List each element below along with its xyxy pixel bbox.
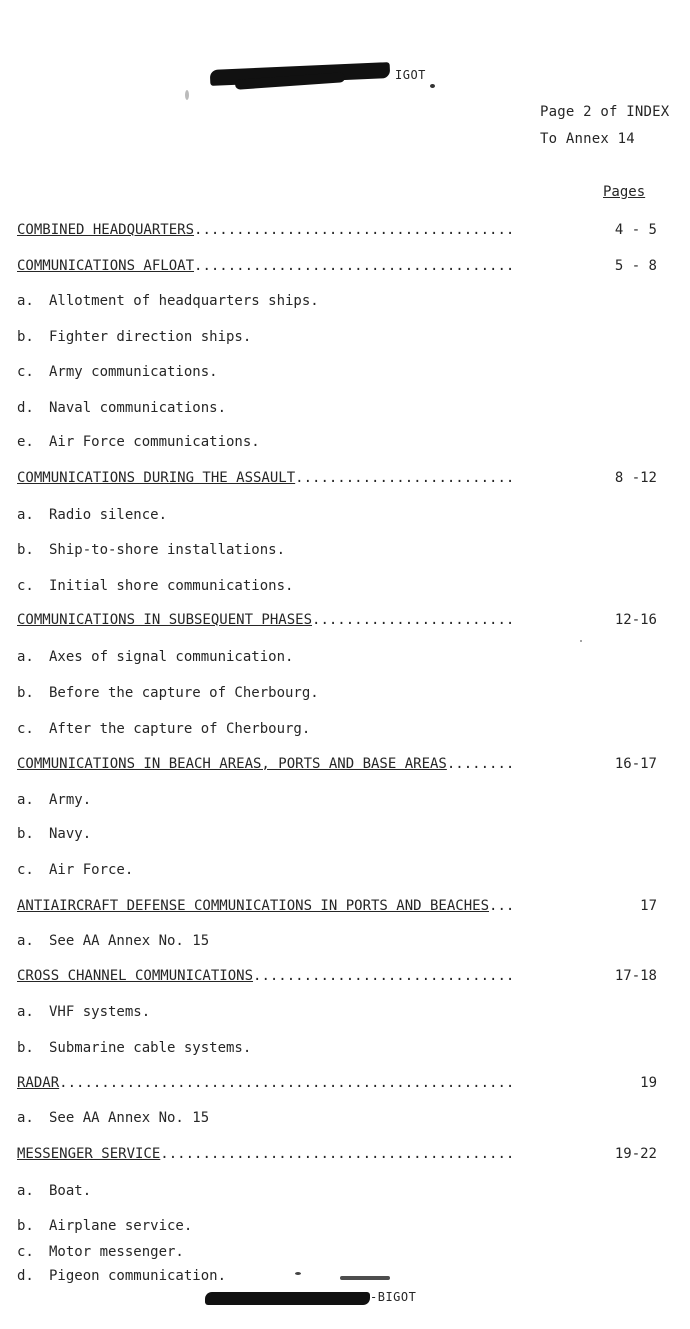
toc-subitem-letter: c. — [17, 721, 34, 737]
scan-speck — [580, 640, 582, 642]
toc-subitem-text: Motor messenger. — [49, 1244, 184, 1260]
toc-entry-title: ANTIAIRCRAFT DEFENSE COMMUNICATIONS IN PORTS AND BEACHES — [17, 898, 490, 914]
toc-subitem-letter: b. — [17, 542, 34, 558]
toc-subitem — [17, 721, 310, 737]
scan-speck — [295, 1272, 301, 1275]
toc-subitem-letter: a. — [17, 293, 34, 309]
toc-subitem — [17, 578, 293, 594]
toc-subitem-text: Pigeon communication. — [49, 1268, 227, 1284]
toc-subitem-text: Radio silence. — [49, 507, 168, 523]
toc-subitem-letter: a. — [17, 507, 34, 523]
toc-subitem-text: Axes of signal communication. — [49, 649, 294, 665]
toc-subitem-letter: a. — [17, 1110, 34, 1126]
toc-subitem-text: Army communications. — [49, 364, 218, 380]
pages-column-heading: Pages — [603, 184, 646, 200]
toc-subitem — [17, 933, 209, 949]
toc-subitem — [17, 1004, 150, 1020]
toc-entry-title: COMMUNICATIONS IN BEACH AREAS, PORTS AND BASE AREAS — [17, 756, 447, 772]
toc-subitem — [17, 826, 91, 842]
toc-leader-dots: ............................... — [253, 968, 515, 984]
toc-subitem-text: See AA Annex No. 15 — [49, 1110, 210, 1126]
scan-speck — [430, 84, 435, 88]
toc-entry-pages: 19 — [640, 1075, 657, 1091]
toc-subitem-text: Naval communications. — [49, 400, 227, 416]
toc-subitem-letter: d. — [17, 400, 34, 416]
toc-subitem — [17, 1218, 192, 1234]
toc-subitem — [17, 1040, 251, 1056]
toc-entry-pages: 17-18 — [614, 968, 657, 984]
toc-subitem — [17, 507, 167, 523]
toc-subitem-text: Initial shore communications. — [49, 578, 294, 594]
toc-subitem-letter: a. — [17, 649, 34, 665]
toc-subitem-text: Air Force. — [49, 862, 134, 878]
toc-leader-dots: .......................................... — [160, 1146, 515, 1162]
toc-entry — [17, 968, 657, 988]
page-number-line: Page 2 of INDEX — [540, 104, 670, 120]
toc-entry — [17, 756, 657, 776]
toc-subitem-text: Airplane service. — [49, 1218, 193, 1234]
toc-entry-pages: 17 — [640, 898, 657, 914]
toc-subitem-text: Before the capture of Cherbourg. — [49, 685, 319, 701]
toc-subitem — [17, 364, 218, 380]
toc-subitem — [17, 862, 133, 878]
toc-subitem-text: Navy. — [49, 826, 92, 842]
toc-subitem-letter: a. — [17, 933, 34, 949]
toc-subitem — [17, 792, 91, 808]
toc-leader-dots: ........................ — [312, 612, 515, 628]
toc-subitem — [17, 1183, 91, 1199]
toc-subitem-letter: b. — [17, 1040, 34, 1056]
toc-entry-title: COMBINED HEADQUARTERS — [17, 222, 195, 238]
toc-subitem-letter: c. — [17, 578, 34, 594]
toc-subitem-text: Allotment of headquarters ships. — [49, 293, 319, 309]
toc-subitem-text: Army. — [49, 792, 92, 808]
toc-subitem-letter: b. — [17, 1218, 34, 1234]
toc-subitem — [17, 542, 285, 558]
toc-entry — [17, 1075, 657, 1095]
toc-subitem-text: After the capture of Cherbourg. — [49, 721, 311, 737]
classification-stamp-top: IGOT — [395, 68, 426, 82]
toc-entry-title: MESSENGER SERVICE — [17, 1146, 161, 1162]
toc-entry — [17, 258, 657, 278]
toc-entry — [17, 612, 657, 632]
classification-stamp-bottom: -BIGOT — [370, 1290, 417, 1304]
toc-subitem — [17, 1110, 209, 1126]
toc-entry-title: COMMUNICATIONS DURING THE ASSAULT — [17, 470, 296, 486]
toc-entry-title: RADAR — [17, 1075, 60, 1091]
toc-leader-dots: .......................... — [295, 470, 515, 486]
toc-subitem-letter: b. — [17, 685, 34, 701]
toc-leader-dots: ...................................................... — [59, 1075, 515, 1091]
toc-entry-title: COMMUNICATIONS AFLOAT — [17, 258, 195, 274]
toc-leader-dots: ... — [489, 898, 515, 914]
toc-subitem-letter: a. — [17, 792, 34, 808]
toc-entry — [17, 898, 657, 918]
toc-entry — [17, 1146, 657, 1166]
toc-subitem-text: Fighter direction ships. — [49, 329, 252, 345]
toc-subitem-letter: e. — [17, 434, 34, 450]
toc-subitem-text: Submarine cable systems. — [49, 1040, 252, 1056]
scan-speck — [185, 90, 189, 100]
annex-reference-line: To Annex 14 — [540, 131, 635, 147]
toc-subitem — [17, 293, 319, 309]
toc-subitem-text: Ship-to-shore installations. — [49, 542, 286, 558]
toc-leader-dots: ...................................... — [194, 222, 515, 238]
toc-subitem-letter: a. — [17, 1004, 34, 1020]
toc-subitem — [17, 400, 226, 416]
toc-subitem-letter: a. — [17, 1183, 34, 1199]
toc-entry-pages: 8 -12 — [614, 470, 657, 486]
toc-subitem-letter: c. — [17, 364, 34, 380]
toc-subitem — [17, 1268, 226, 1284]
toc-entry-pages: 16-17 — [614, 756, 657, 772]
toc-subitem-letter: c. — [17, 862, 34, 878]
redaction-smudge-bottom — [340, 1276, 390, 1280]
toc-subitem-letter: d. — [17, 1268, 34, 1284]
toc-entry-title: CROSS CHANNEL COMMUNICATIONS — [17, 968, 254, 984]
toc-entry-pages: 12-16 — [614, 612, 657, 628]
toc-leader-dots: ........ — [446, 756, 515, 772]
toc-entry-title: COMMUNICATIONS IN SUBSEQUENT PHASES — [17, 612, 313, 628]
redaction-bar-bottom — [205, 1292, 370, 1305]
toc-subitem — [17, 1244, 184, 1260]
toc-subitem — [17, 329, 251, 345]
toc-subitem-text: Air Force communications. — [49, 434, 260, 450]
toc-subitem-text: See AA Annex No. 15 — [49, 933, 210, 949]
toc-entry — [17, 222, 657, 242]
toc-leader-dots: ...................................... — [194, 258, 515, 274]
toc-entry-pages: 19-22 — [614, 1146, 657, 1162]
toc-subitem-letter: b. — [17, 826, 34, 842]
toc-subitem — [17, 649, 293, 665]
toc-entry-pages: 5 - 8 — [614, 258, 657, 274]
toc-subitem — [17, 434, 260, 450]
toc-subitem-text: VHF systems. — [49, 1004, 151, 1020]
toc-subitem — [17, 685, 319, 701]
toc-entry-pages: 4 - 5 — [614, 222, 657, 238]
toc-subitem-text: Boat. — [49, 1183, 92, 1199]
toc-subitem-letter: b. — [17, 329, 34, 345]
toc-subitem-letter: c. — [17, 1244, 34, 1260]
toc-entry — [17, 470, 657, 490]
